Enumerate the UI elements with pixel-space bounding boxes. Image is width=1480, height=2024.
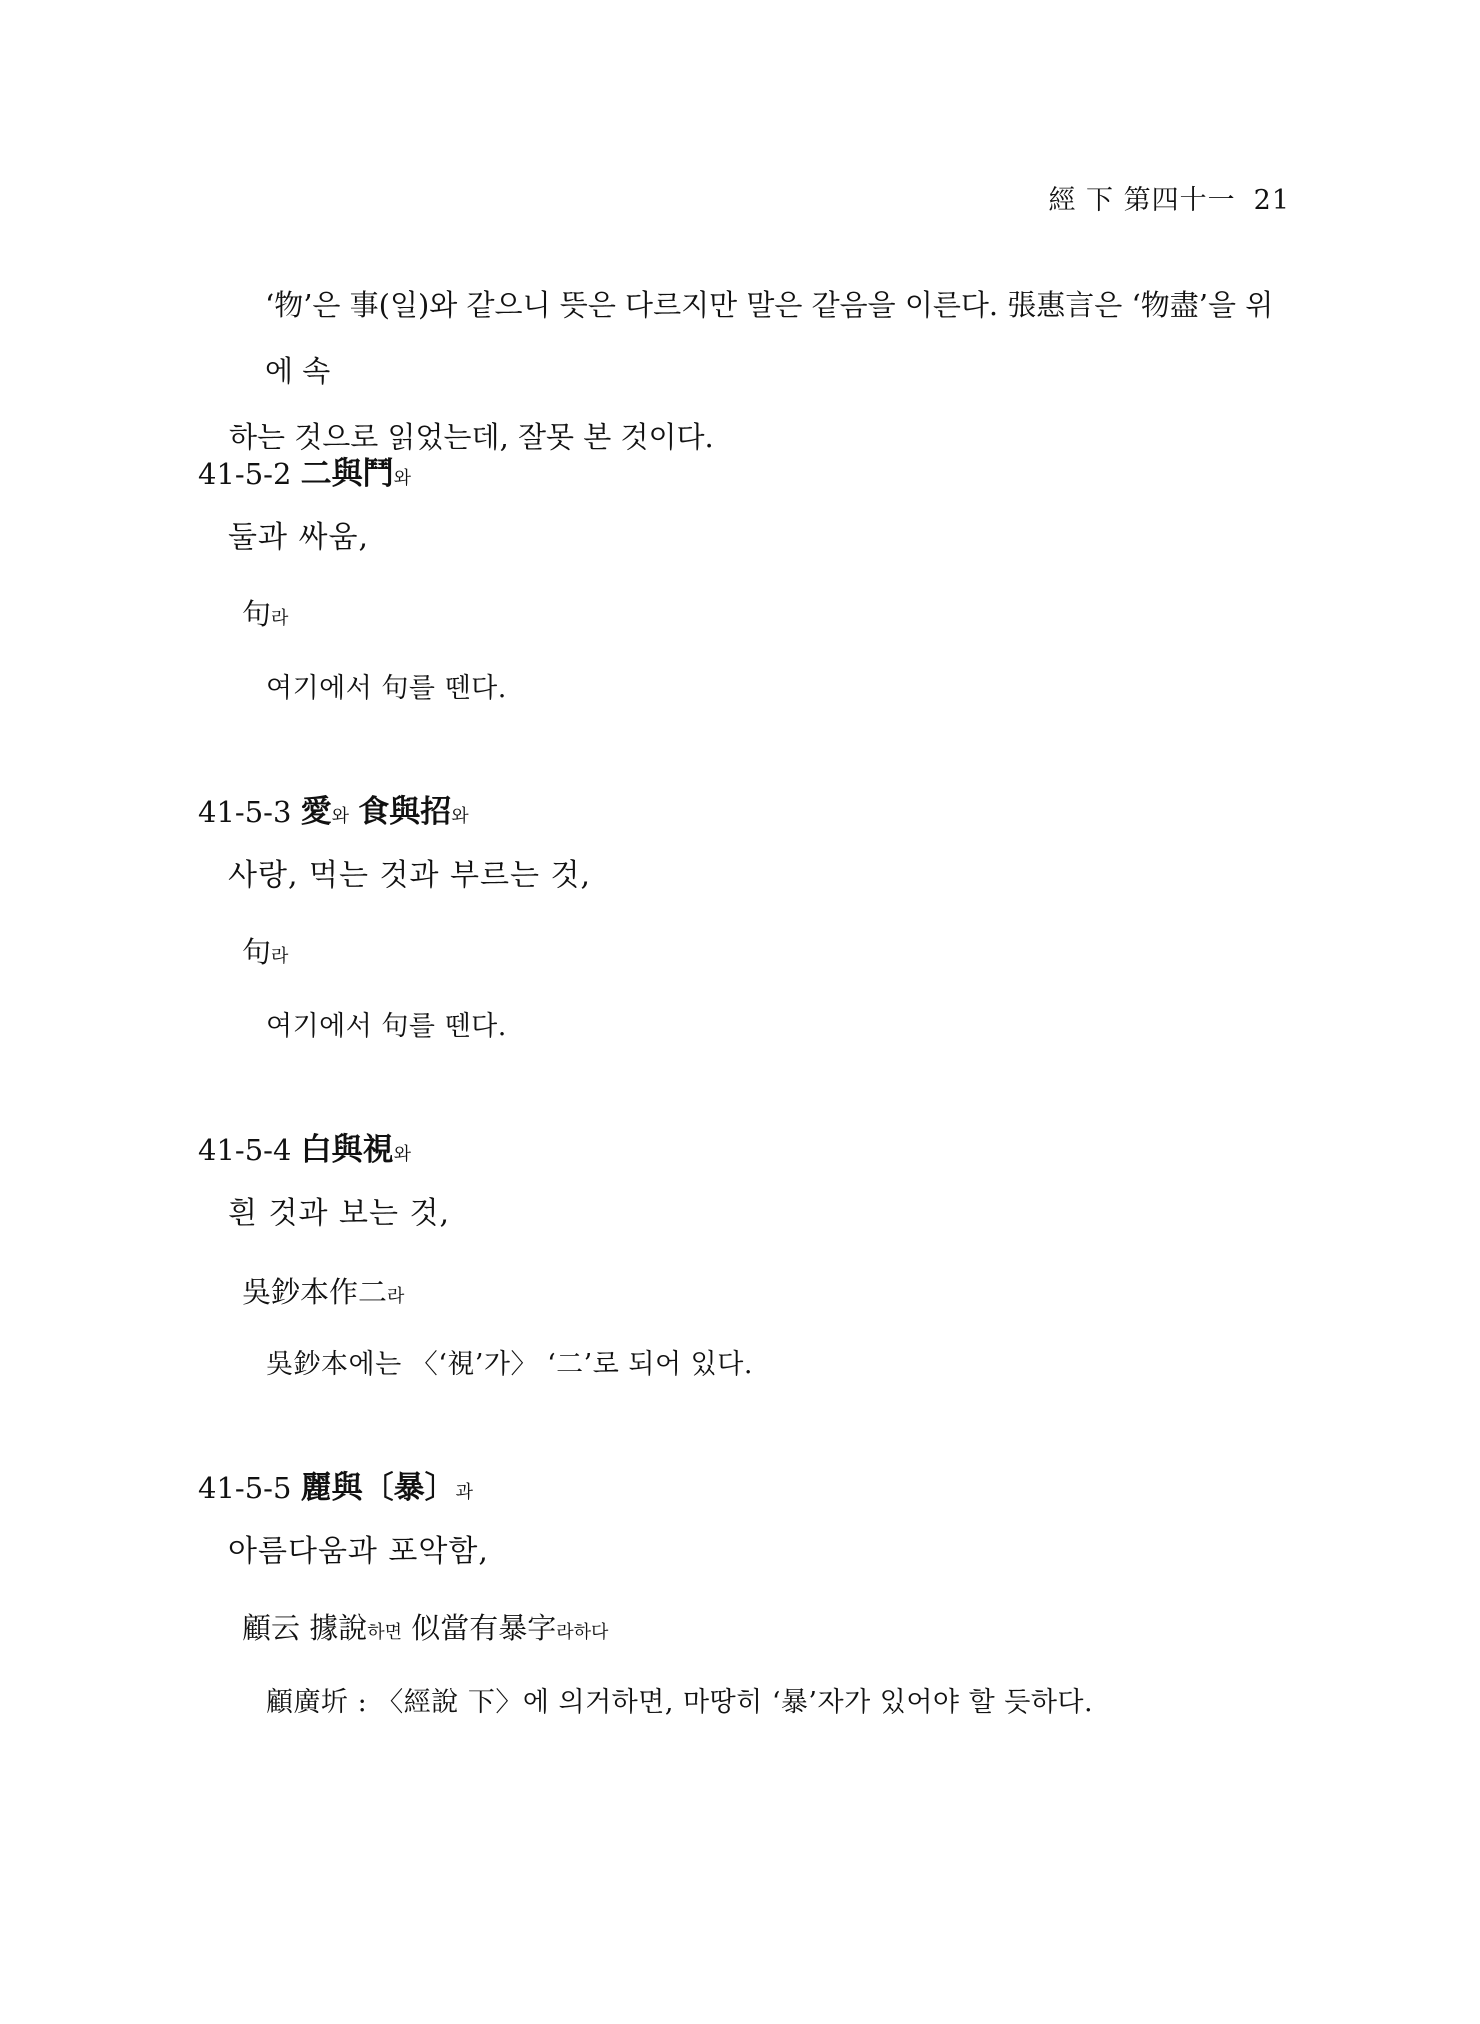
section-number: 41-5-5 [198,1471,292,1505]
note-text: 句 [242,597,272,631]
reading-particle: 과 [455,1482,474,1503]
note-text: 顧云 據說 [242,1611,368,1645]
section-number: 41-5-2 [198,457,292,491]
classical-text: 食與招 [358,794,452,830]
header-page-number: 21 [1253,185,1290,216]
note-particle: 하면 [367,1622,402,1643]
classical-text: 白與視 [300,1132,394,1168]
section-translation: 아름다움과 포악함, [228,1534,489,1569]
commentary-note [242,930,288,971]
commentary-note [242,592,288,633]
section-translation: 둘과 싸움, [228,520,369,555]
section-heading [198,448,411,493]
reading-particle: 와 [331,806,350,827]
reading-particle: 와 [451,806,469,827]
note-text: 句 [242,935,272,969]
reading-particle: 와 [393,1144,412,1165]
section-number: 41-5-3 [198,795,292,829]
note-translation: 여기에서 句를 뗀다. [266,1011,507,1042]
running-header [1048,178,1290,217]
classical-text: 愛 [300,794,332,830]
intro-line-1: ‘物’은 事(일)와 같으니 뜻은 다르지만 말은 같음을 이른다. 張惠言은 ‘物盡’을 위에 속 [265,288,1274,388]
section-heading [198,1462,473,1507]
note-particle: 라 [271,946,289,967]
reading-particle: 와 [393,468,412,489]
note-translation: 顧廣圻 : 〈經說 下〉에 의거하면, 마땅히 ‘暴’자가 있어야 할 듯하다. [266,1687,1094,1718]
classical-text: 麗與〔暴〕 [300,1470,456,1506]
intro-line-2: 하는 것으로 읽었는데, 잘못 본 것이다. [229,420,714,454]
note-particle: 라하다 [556,1622,609,1643]
note-text: 似當有暴字 [411,1611,557,1645]
section-translation: 흰 것과 보는 것, [228,1196,451,1231]
section-translation: 사랑, 먹는 것과 부르는 것, [228,858,592,893]
note-translation: 吳鈔本에는 〈‘視’가〉 ‘二’로 되어 있다. [266,1349,753,1380]
note-particle: 라 [271,608,289,629]
commentary-note [242,1606,608,1647]
commentary-note [242,1270,404,1311]
note-particle: 라 [387,1286,405,1307]
header-book-title: 經 下 第四十一 [1048,185,1236,216]
note-translation: 여기에서 句를 뗀다. [266,673,507,704]
intro-paragraph [229,272,1295,470]
section-heading [198,1124,411,1169]
note-text: 吳鈔本作二 [242,1275,388,1309]
classical-text: 二與鬥 [300,456,394,492]
section-number: 41-5-4 [198,1133,292,1167]
section-heading [198,786,469,831]
